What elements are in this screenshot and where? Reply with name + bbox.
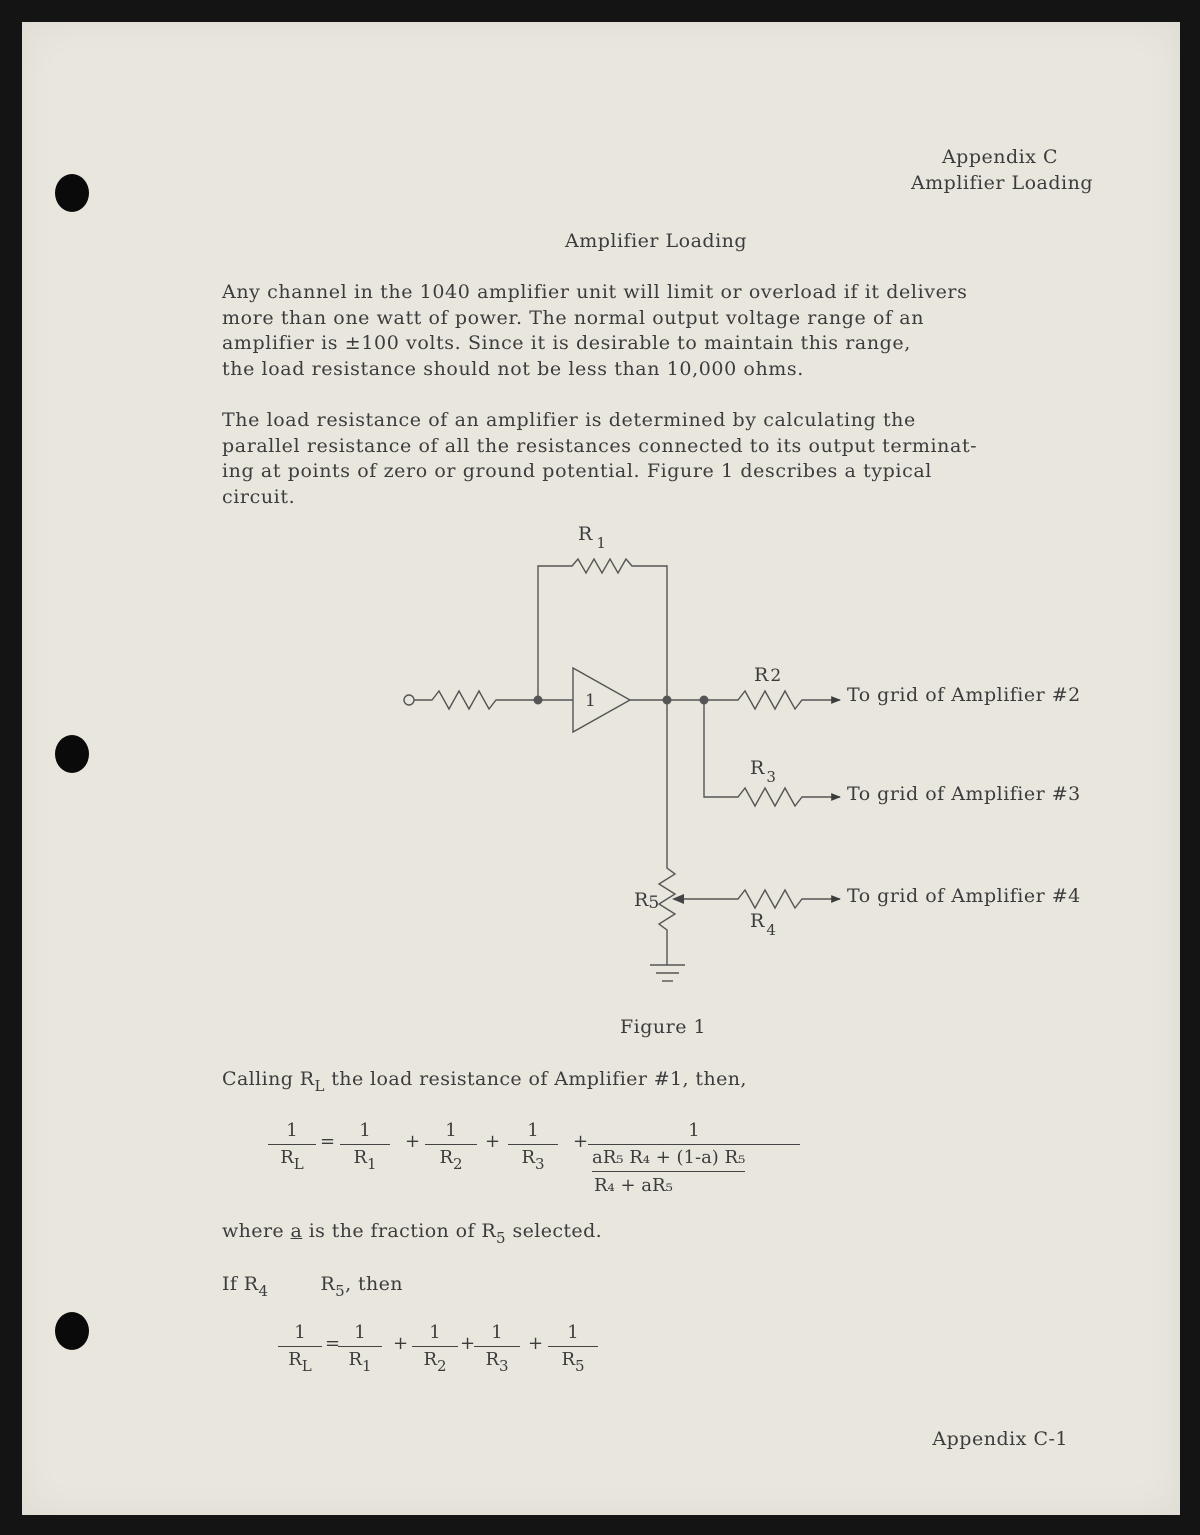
output-label-amp2: To grid of Amplifier #2: [847, 684, 1081, 706]
plus-sign: +: [393, 1333, 409, 1354]
fraction-compound: 1 aR₅ R₄ + (1-a) R₅ R₄ + aR₅: [588, 1120, 800, 1196]
feedback-resistor-r1: [538, 559, 667, 700]
fraction-1-over-r2: $\frac{1}{R_2}$: [412, 1322, 458, 1375]
amplifier-1-triangle: [573, 668, 630, 732]
paragraph-2-line: The load resistance of an amplifier is determined by calculating the: [222, 409, 916, 431]
fraction-1-over-r1: $\frac{1}{R_1}$: [338, 1322, 382, 1375]
paragraph-1-line: amplifier is ±100 volts. Since it is desirable to maintain this range,: [222, 332, 911, 354]
label-r5: R5: [634, 889, 660, 913]
calling-line: Calling $R_L$ the load resistance of Amplifier #1, then,: [222, 1068, 747, 1095]
input-resistor: [414, 691, 538, 709]
junction-node: [663, 696, 672, 705]
paragraph-1-line: the load resistance should not be less than 10,000 ohms.: [222, 357, 804, 380]
paragraph-2-line: ing at points of zero or ground potential. Figure 1 describes a typical: [222, 460, 932, 482]
inner-denominator: R₄ + aR₅: [594, 1175, 673, 1196]
header-section: Amplifier Loading: [910, 172, 1093, 194]
resistor-r4: [680, 890, 840, 908]
where-line: where a is the fraction of $R_5$ selected.: [222, 1220, 603, 1247]
fraction-1-over-r3: $\frac{1}{R_3}$: [474, 1322, 520, 1375]
label-r1: R $_1$: [578, 523, 606, 552]
input-terminal: [404, 695, 414, 705]
output-label-amp3: To grid of Amplifier #3: [847, 783, 1081, 805]
fraction-1-over-rl: $\frac{1}{R_L}$: [278, 1322, 322, 1375]
if-line: If $R_4$ $R_5$, then: [222, 1273, 403, 1300]
fraction-1-over-r3: $\frac{1}{R_3}$: [508, 1120, 558, 1173]
junction-node: [700, 696, 709, 705]
amplifier-1-label: 1: [585, 691, 596, 711]
equals-sign: =: [320, 1131, 336, 1152]
paragraph-1-line: Any channel in the 1040 amplifier unit will limit or overload if it delivers: [222, 281, 968, 303]
resistor-r3: [704, 700, 840, 806]
figure-caption: Figure 1: [620, 1016, 707, 1038]
potentiometer-r5: [659, 700, 675, 965]
plus-sign: +: [460, 1333, 476, 1354]
fraction-1-over-r2: $\frac{1}{R_2}$: [425, 1120, 477, 1173]
inner-numerator: aR₅ R₄ + (1-a) R₅: [592, 1147, 745, 1172]
paragraph-2-line: parallel resistance of all the resistances connected to its output terminat-: [222, 434, 978, 457]
fraction-1-over-r1: $\frac{1}{R_1}$: [340, 1120, 390, 1173]
label-r3: R $_3$: [750, 757, 776, 786]
label-r2: R 2: [754, 664, 782, 686]
fraction-1-over-r5: $\frac{1}{R_5}$: [548, 1322, 598, 1375]
paragraph-1-line: more than one watt of power. The normal output voltage range of an: [222, 306, 925, 329]
plus-sign: +: [573, 1131, 589, 1152]
output-label-amp4: To grid of Amplifier #4: [847, 885, 1081, 907]
plus-sign: +: [405, 1131, 421, 1152]
paragraph-2-line: circuit.: [222, 485, 296, 508]
page-title: Amplifier Loading: [565, 230, 748, 252]
plus-sign: +: [485, 1131, 501, 1152]
label-r4: R $_4$: [750, 910, 776, 939]
page-footer: Appendix C-1: [932, 1428, 1068, 1450]
fraction-1-over-rl: $\frac{1}{R_L}$: [268, 1120, 316, 1173]
junction-node: [534, 696, 543, 705]
header-appendix: Appendix C: [941, 146, 1058, 168]
resistor-r2: [704, 691, 840, 709]
plus-sign: +: [528, 1333, 544, 1354]
equals-sign: =: [325, 1333, 341, 1354]
